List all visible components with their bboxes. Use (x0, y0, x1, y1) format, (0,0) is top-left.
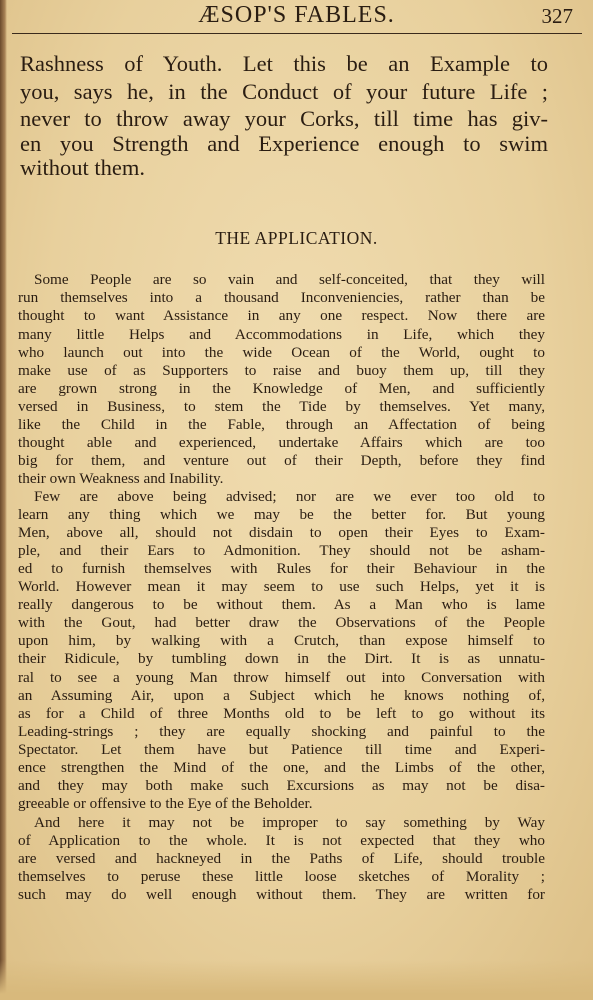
binding-gutter (0, 0, 7, 1000)
running-head (0, 2, 593, 30)
text-line: Men, above all, should not disdain to open their Eyes to Exam- (18, 524, 545, 541)
text-line: big for them, and venture out of their Depth, before they find (18, 452, 545, 469)
text-line: versed in Business, to stem the Tide by themselves. Yet many, (18, 398, 545, 415)
text-line: thought able and experienced, undertake Affairs which are too (18, 434, 545, 451)
text-line: and they may both make such Excursions as may not be disa- (18, 777, 545, 794)
text-line: Spectator. Let them have but Patience till time and Experi- (18, 741, 545, 758)
text-line: are versed and hackneyed in the Paths of Life, should trouble (18, 850, 545, 867)
text-line: like the Child in the Fable, through an Affectation of being (18, 416, 545, 433)
text-line: many little Helps and Accommodations in Life, which they (18, 326, 545, 343)
page-bottom-margin (0, 960, 593, 1000)
section-heading: THE APPLICATION. (215, 228, 378, 248)
text-line: who launch out into the wide Ocean of the World, ought to (18, 344, 545, 361)
text-line: Some People are so vain and self-conceited, that they will (34, 271, 545, 288)
text-line: World. However mean it may seem to use such Helps, yet it is (18, 578, 545, 595)
text-line: of Application to the whole. It is not expected that they who (18, 832, 545, 849)
text-line: their Ridicule, by tumbling down in the Dirt. It is as unnatu- (18, 650, 545, 667)
text-line: without them. (20, 155, 145, 180)
text-line: never to throw away your Corks, till time has giv- (20, 106, 548, 131)
text-line: make use of as Supporters to raise and buoy them up, till they (18, 362, 545, 379)
text-line: such may do well enough without them. They are written for (18, 886, 545, 903)
page-number: 327 (541, 4, 573, 28)
text-line: themselves to peruse these little loose sketches of Morality ; (18, 868, 545, 885)
text-line: ence strengthen the Mind of the one, and the Limbs of the other, (18, 759, 545, 776)
text-line: ple, and their Ears to Admonition. They should not be asham- (18, 542, 545, 559)
text-line: run themselves into a thousand Inconveniencies, rather than be (18, 289, 545, 306)
text-line: their own Weakness and Inability. (18, 470, 224, 487)
text-line: Rashness of Youth. Let this be an Example to (20, 51, 548, 76)
text-line: greeable or offensive to the Eye of the Beholder. (18, 795, 313, 812)
text-line: en you Strength and Experience enough to swim (20, 131, 548, 156)
text-line: upon him, by walking with a Crutch, than expose himself to (18, 632, 545, 649)
text-line: an Assuming Air, upon a Subject which he knows nothing of, (18, 687, 545, 704)
text-line: learn any thing which we may be the better for. But young (18, 506, 545, 523)
text-line: ral to see a young Man throw himself out into Conversation with (18, 669, 545, 686)
running-head-title: ÆSOP'S FABLES. (198, 2, 395, 28)
text-line: And here it may not be improper to say something by Way (34, 814, 545, 831)
text-line: ed to furnish themselves with Rules for their Behaviour in the (18, 560, 545, 577)
text-line: with the Gout, had better draw the Observations of the People (18, 614, 545, 631)
text-line: you, says he, in the Conduct of your future Life ; (20, 79, 548, 104)
text-line: Leading-strings ; they are equally shocking and painful to the (18, 723, 545, 740)
text-line: really dangerous to be without them. As a Man who is lame (18, 596, 545, 613)
header-rule (12, 33, 582, 34)
text-line: are grown strong in the Knowledge of Men, and sufficiently (18, 380, 545, 397)
text-line: thought to want Assistance in any one respect. Now there are (18, 307, 545, 324)
text-line: as for a Child of three Months old to be left to go without its (18, 705, 545, 722)
text-line: Few are above being advised; nor are we ever too old to (34, 488, 545, 505)
